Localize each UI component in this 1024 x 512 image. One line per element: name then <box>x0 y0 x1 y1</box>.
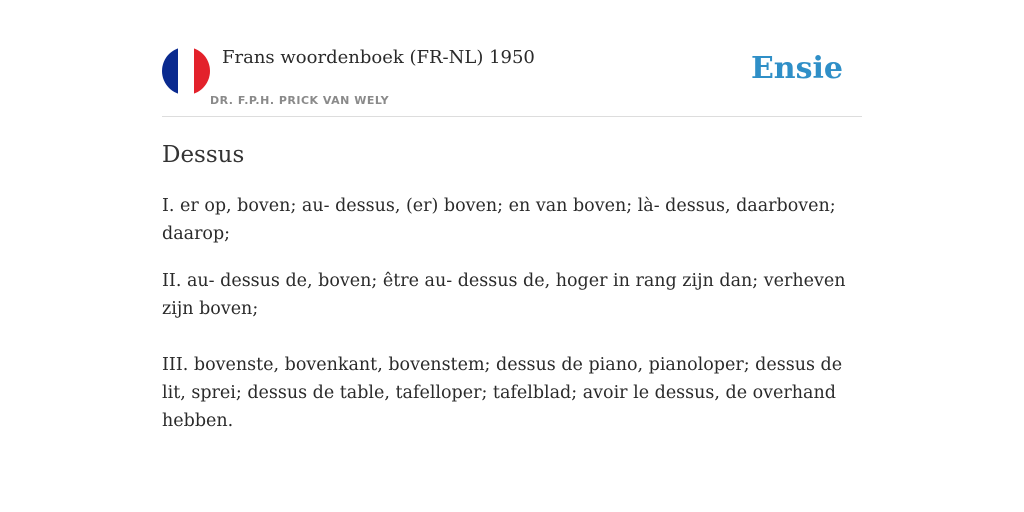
ensie-logo[interactable]: Ensie <box>750 51 843 86</box>
definition-3: III. bovenste, bovenkant, bovenstem; dessus de piano, pianoloper; dessus de lit, sprei; dessus de table, tafelloper; tafelblad; avoir le dessus, de overhand hebben. <box>162 355 843 431</box>
dictionary-entry-card <box>162 0 862 512</box>
definition-2: II. au- dessus de, boven; être au- dessus de, hoger in rang zijn dan; verheven zijn boven; <box>162 271 846 319</box>
france-flag-icon <box>162 47 210 95</box>
france-flag-graphic <box>162 47 210 95</box>
definition-1: I. er op, boven; au- dessus, (er) boven; en van boven; là- dessus, daarboven; daarop; <box>162 196 836 244</box>
author-name: DR. F.P.H. PRICK VAN WELY <box>210 94 390 107</box>
entry-header <box>162 0 862 117</box>
headword: Dessus <box>162 142 245 168</box>
dictionary-title[interactable]: Frans woordenboek (FR-NL) 1950 <box>222 47 535 68</box>
